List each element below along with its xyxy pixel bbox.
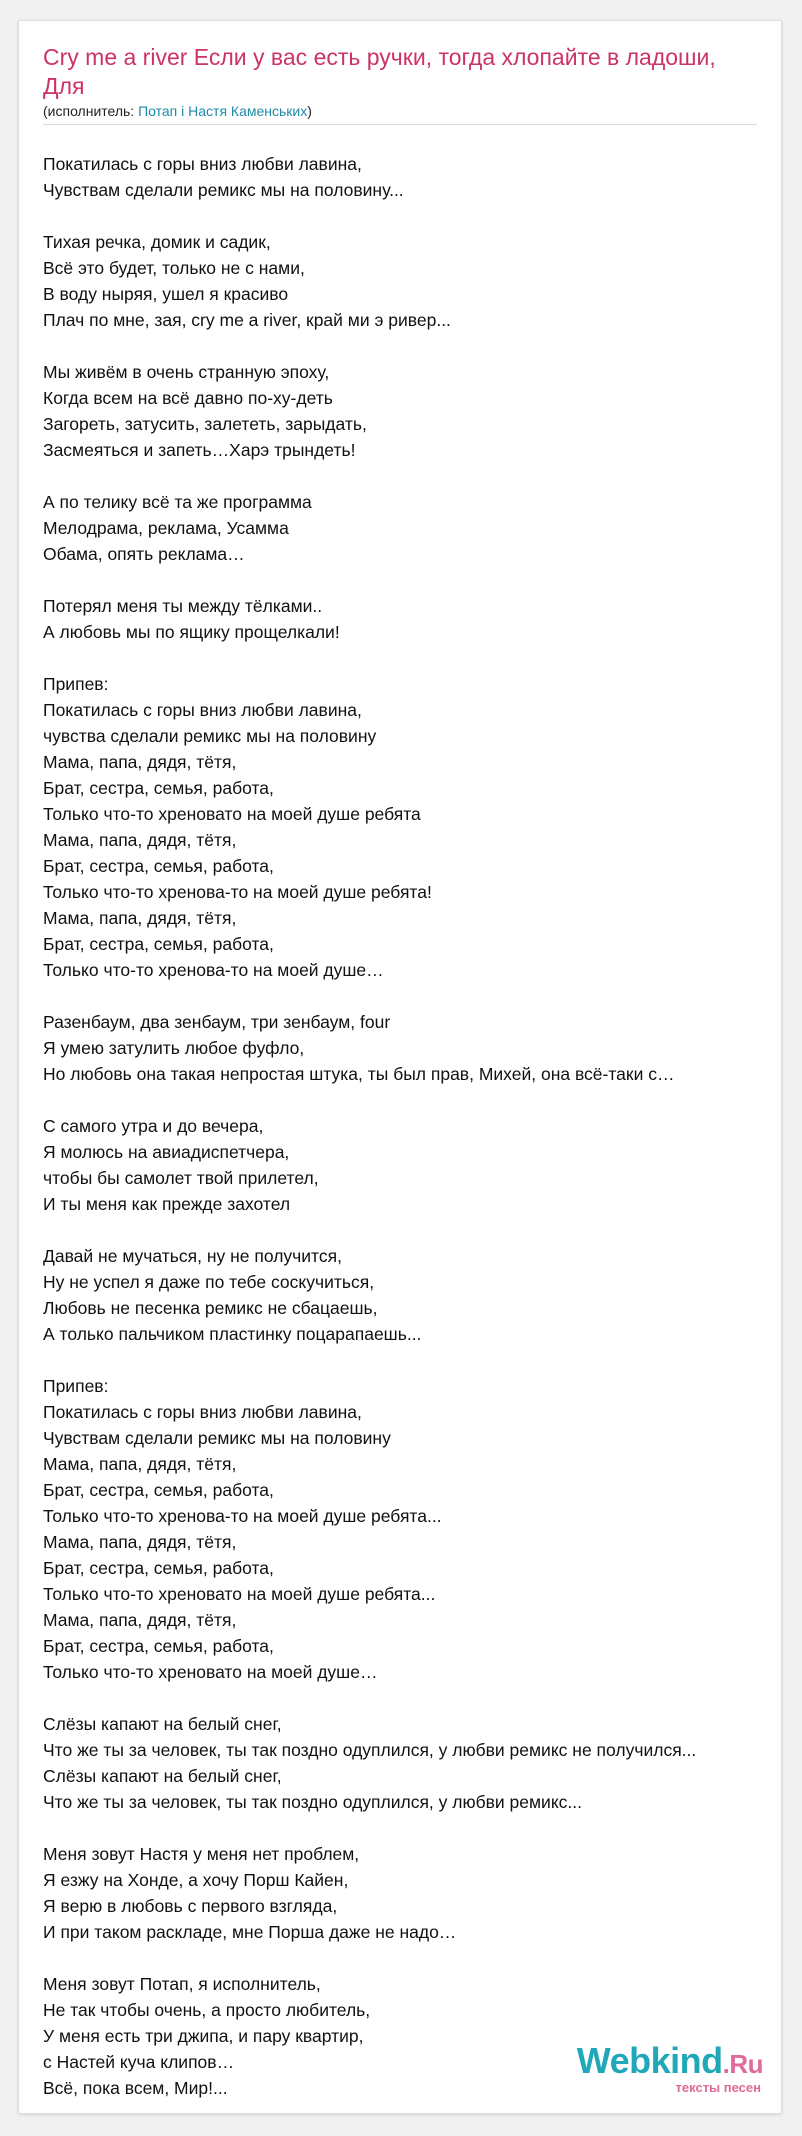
- lyrics-card: [18, 20, 782, 2114]
- lyrics-stanza: [43, 1243, 783, 1347]
- title-divider: [43, 124, 757, 125]
- lyrics-line: Меня зовут Настя у меня нет проблем,: [43, 1844, 360, 1864]
- lyrics-stanza: [43, 1373, 783, 1685]
- lyrics-stanza: [43, 229, 783, 333]
- lyrics-line: Слёзы капают на белый снег,: [43, 1714, 282, 1734]
- lyrics-stanza: [43, 1009, 783, 1087]
- lyrics-line: И ты меня как прежде захотел: [43, 1194, 291, 1214]
- lyrics-line: Мелодрама, реклама, Усамма: [43, 518, 289, 538]
- lyrics-line: Мама, папа, дядя, тётя,: [43, 908, 237, 928]
- lyrics-line: Только что-то хренова-то на моей душе…: [43, 960, 384, 980]
- lyrics-line: Мы живём в очень странную эпоху,: [43, 362, 330, 382]
- lyrics-line: Обама, опять реклама…: [43, 544, 245, 564]
- song-title: Cry me a river Если у вас есть ручки, тогда хлопайте в ладоши, Для: [43, 44, 716, 99]
- lyrics-stanza: [43, 593, 783, 645]
- lyrics-line: Когда всем на всё давно по-ху-деть: [43, 388, 333, 408]
- lyrics-line: Меня зовут Потап, я исполнитель,: [43, 1974, 321, 1994]
- lyrics-line: Я молюсь на авиадиспетчера,: [43, 1142, 290, 1162]
- performer-line: [43, 102, 312, 120]
- lyrics-line: Потерял меня ты между тёлками..: [43, 596, 323, 616]
- lyrics-line: У меня есть три джипа, и пару квартир,: [43, 2026, 364, 2046]
- lyrics-line: Мама, папа, дядя, тётя,: [43, 830, 237, 850]
- lyrics-line: Ну не успел я даже по тебе соскучиться,: [43, 1272, 375, 1292]
- performer-prefix: (исполнитель:: [43, 103, 139, 119]
- lyrics-line: С самого утра и до вечера,: [43, 1116, 264, 1136]
- lyrics-line: Покатилась с горы вниз любви лавина,: [43, 1402, 362, 1422]
- lyrics-line: Чувствам сделали ремикс мы на половину: [43, 1428, 391, 1448]
- lyrics-line: чтобы бы самолет твой прилетел,: [43, 1168, 319, 1188]
- lyrics-line: Припев:: [43, 674, 109, 694]
- lyrics-stanza: [43, 1113, 783, 1217]
- lyrics-line: Покатилась с горы вниз любви лавина,: [43, 700, 362, 720]
- lyrics-line: Мама, папа, дядя, тётя,: [43, 1532, 237, 1552]
- lyrics-stanza: [43, 671, 783, 983]
- lyrics-line: Брат, сестра, семья, работа,: [43, 778, 274, 798]
- lyrics-line: Загореть, затусить, залететь, зарыдать,: [43, 414, 367, 434]
- performer-link[interactable]: Потап і Настя Каменських: [138, 103, 308, 119]
- lyrics-line: Брат, сестра, семья, работа,: [43, 1480, 274, 1500]
- lyrics-line: Брат, сестра, семья, работа,: [43, 856, 274, 876]
- lyrics-stanza: [43, 359, 783, 463]
- lyrics-line: Разенбаум, два зенбаум, три зенбаум, four: [43, 1012, 391, 1032]
- logo-tld: .Ru: [722, 2049, 763, 2079]
- lyrics-line: Припев:: [43, 1376, 109, 1396]
- lyrics-line: Мама, папа, дядя, тётя,: [43, 1454, 237, 1474]
- lyrics-stanza: [43, 1841, 783, 1945]
- lyrics-line: Не так чтобы очень, а просто любитель,: [43, 2000, 371, 2020]
- lyrics-line: Засмеяться и запеть…Харэ трындеть!: [43, 440, 356, 460]
- lyrics-line: Только что-то хреновато на моей душе…: [43, 1662, 378, 1682]
- lyrics-line: Только что-то хренова-то на моей душе ребята!: [43, 882, 432, 902]
- lyrics-line: Я умею затулить любое фуфло,: [43, 1038, 305, 1058]
- lyrics-line: чувства сделали ремикс мы на половину: [43, 726, 377, 746]
- lyrics-line: с Настей куча клипов…: [43, 2052, 235, 2072]
- lyrics-stanza: [43, 151, 783, 203]
- lyrics-line: Чувствам сделали ремикс мы на половину...: [43, 180, 404, 200]
- lyrics-line: Брат, сестра, семья, работа,: [43, 1558, 274, 1578]
- lyrics-line: Мама, папа, дядя, тётя,: [43, 752, 237, 772]
- lyrics-line: И при таком раскладе, мне Порша даже не надо…: [43, 1922, 457, 1942]
- logo-tagline: тексты песен: [675, 2080, 761, 2095]
- lyrics-line: А любовь мы по ящику прощелкали!: [43, 622, 340, 642]
- lyrics-line: Я езжу на Хонде, а хочу Порш Кайен,: [43, 1870, 349, 1890]
- lyrics-line: Только что-то хреновато на моей душе ребята...: [43, 1584, 436, 1604]
- logo-main-text: Webkind: [576, 2040, 723, 2081]
- lyrics-line: Всё, пока всем, Мир!...: [43, 2078, 228, 2098]
- lyrics-line: Только что-то хреновато на моей душе ребята: [43, 804, 421, 824]
- lyrics-line: Что же ты за человек, ты так поздно одуплился, у любви ремикс...: [43, 1792, 583, 1812]
- lyrics-line: А по телику всё та же программа: [43, 492, 312, 512]
- lyrics-line: А только пальчиком пластинку поцарапаешь...: [43, 1324, 422, 1344]
- lyrics-line: Мама, папа, дядя, тётя,: [43, 1610, 237, 1630]
- lyrics-line: Но любовь она такая непростая штука, ты был прав, Михей, она всё-таки с…: [43, 1064, 675, 1084]
- lyrics-body: [43, 151, 783, 2127]
- lyrics-line: Любовь не песенка ремикс не сбацаешь,: [43, 1298, 378, 1318]
- lyrics-line: Только что-то хренова-то на моей душе ребята...: [43, 1506, 442, 1526]
- lyrics-line: Я верю в любовь с первого взгляда,: [43, 1896, 338, 1916]
- lyrics-line: Слёзы капают на белый снег,: [43, 1766, 282, 1786]
- lyrics-stanza: [43, 1711, 783, 1815]
- webkind-logo[interactable]: [563, 2041, 763, 2097]
- lyrics-line: Брат, сестра, семья, работа,: [43, 934, 274, 954]
- lyrics-line: Всё это будет, только не с нами,: [43, 258, 305, 278]
- lyrics-line: В воду ныряя, ушел я красиво: [43, 284, 289, 304]
- logo-wordmark: [577, 2041, 763, 2084]
- lyrics-stanza: [43, 489, 783, 567]
- lyrics-line: Покатилась с горы вниз любви лавина,: [43, 154, 362, 174]
- lyrics-line: Что же ты за человек, ты так поздно одуплился, у любви ремикс не получился...: [43, 1740, 697, 1760]
- lyrics-line: Тихая речка, домик и садик,: [43, 232, 271, 252]
- lyrics-line: Брат, сестра, семья, работа,: [43, 1636, 274, 1656]
- lyrics-line: Плач по мне, зая, cry me a river, край ми э ривер...: [43, 310, 451, 330]
- performer-suffix: ): [307, 103, 312, 119]
- lyrics-line: Давай не мучаться, ну не получится,: [43, 1246, 342, 1266]
